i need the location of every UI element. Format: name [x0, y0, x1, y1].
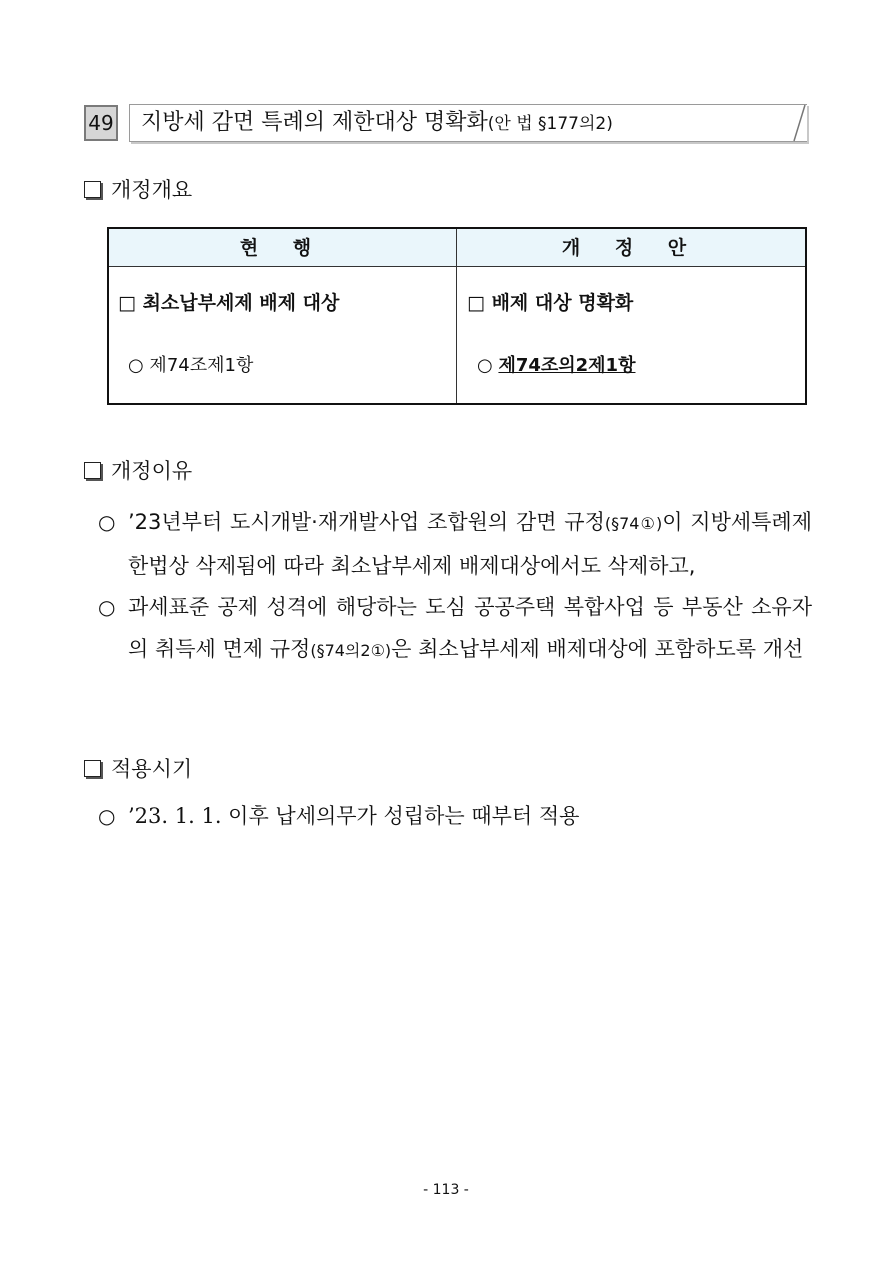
reason-bullet-2	[98, 586, 812, 672]
reason-bullet-2-part-b: 은 최소납부세제 배제대상에 포함하도록 개선	[391, 637, 804, 661]
page-title	[141, 108, 613, 139]
reason-bullet-1-part-b: 이 지방세특례제한법상 삭제됨에 따라 최소납부세제 배제대상에서도 삭제하고,	[128, 510, 813, 578]
reason-bullet-2-ref: (§74의2①)	[310, 641, 392, 660]
reason-bullet-1	[98, 501, 812, 587]
section-overview-heading	[84, 176, 192, 204]
checkbox-square-icon	[84, 181, 101, 198]
checkbox-square-icon	[84, 760, 101, 777]
page-number: - 113 -	[423, 1182, 469, 1198]
section-effective-heading	[84, 755, 192, 783]
proposed-detail-marker: ○	[477, 355, 499, 376]
title-frame-slash	[792, 104, 806, 142]
table-header-proposed: 개 정 안	[561, 237, 701, 259]
current-item: □ 최소납부세제 배제 대상	[118, 292, 340, 314]
reason-bullet-1-text	[98, 501, 812, 587]
table-header-current: 현 행	[239, 237, 326, 259]
current-detail: ○ 제74조제1항	[128, 355, 254, 376]
proposed-item: □ 배제 대상 명확화	[467, 292, 634, 314]
proposed-detail-text: 제74조의2제1항	[498, 355, 636, 376]
section-overview-label: 개정개요	[111, 178, 193, 202]
checkbox-square-icon	[84, 462, 101, 479]
bullet-circle-icon: ○	[98, 595, 116, 619]
page-title-main: 지방세 감면 특례의 제한대상 명확화	[141, 110, 488, 135]
section-reason-label: 개정이유	[111, 459, 193, 483]
section-effective-label: 적용시기	[111, 757, 193, 781]
bullet-circle-icon: ○	[98, 804, 116, 828]
page-title-ref: (안 법 §177의2)	[487, 114, 613, 134]
proposed-detail	[477, 353, 635, 379]
reason-bullet-2-part-a: 과세표준 공제 성격에 해당하는 도심 공공주택 복합사업 등 부동산 소유자의 취득세 면제 규정	[128, 595, 812, 661]
bullet-circle-icon: ○	[98, 510, 116, 534]
reason-bullet-2-text	[98, 586, 812, 672]
effective-bullet	[98, 795, 812, 837]
section-number-badge: 49	[84, 105, 118, 141]
section-reason-heading	[84, 457, 192, 485]
reason-bullet-1-part-a: ’23년부터 도시개발·재개발사업 조합원의 감면 규정	[128, 510, 605, 534]
effective-bullet-text: ’23. 1. 1. 이후 납세의무가 성립하는 때부터 적용	[128, 804, 580, 828]
reason-bullet-1-ref: (§74①)	[604, 514, 663, 533]
